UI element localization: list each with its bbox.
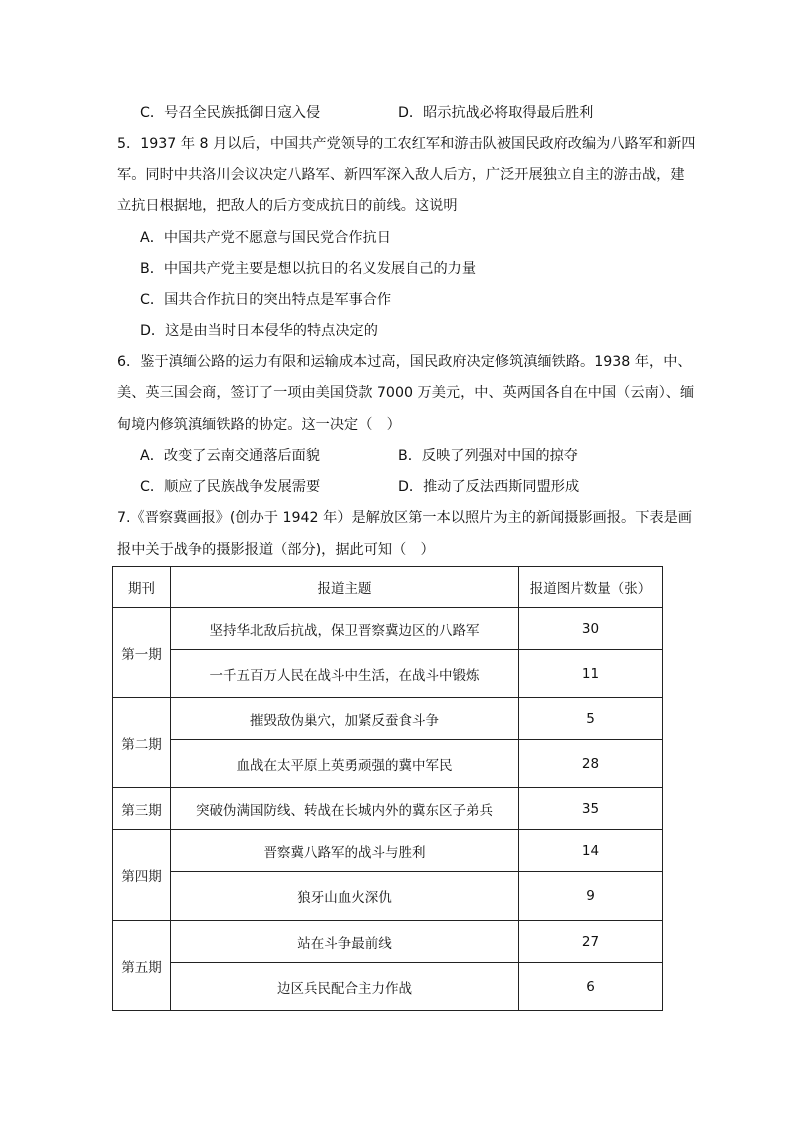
table-row — [113, 698, 663, 740]
count-cell: 6 — [519, 963, 663, 1011]
table-row — [113, 608, 663, 650]
count-cell: 14 — [519, 830, 663, 872]
q6-stem-line-2: 美、英三国会商，签订了一项由美国贷款 7000 万美元，中、英两国各自在中国（云南）、缅 — [117, 385, 695, 401]
topic-cell: 摧毁敌伪巢穴，加紧反蚕食斗争 — [171, 698, 519, 740]
topic-cell: 晋察冀八路军的战斗与胜利 — [171, 830, 519, 872]
topic-cell: 站在斗争最前线 — [171, 921, 519, 963]
count-cell: 30 — [519, 608, 663, 650]
table-row — [113, 963, 663, 1011]
table-row — [113, 921, 663, 963]
q6-option-c: C．顺应了民族战争发展需要 — [140, 479, 321, 495]
header-topic: 报道主题 — [171, 567, 519, 608]
table-row — [113, 788, 663, 830]
header-issue: 期刊 — [113, 567, 171, 608]
count-cell: 35 — [519, 788, 663, 830]
q6-option-b: B．反映了列强对中国的掠夺 — [398, 448, 578, 464]
issue-cell: 第一期 — [113, 608, 171, 698]
count-cell: 27 — [519, 921, 663, 963]
q5-option-c: C．国共合作抗日的突出特点是军事合作 — [140, 292, 392, 308]
q7-stem-line-2: 报中关于战争的摄影报道（部分)，据此可知（ ） — [117, 542, 435, 558]
topic-cell: 狼牙山血火深仇 — [171, 872, 519, 921]
table-row — [113, 872, 663, 921]
q6-stem-line-1: 6．鉴于滇缅公路的运力有限和运输成本过高，国民政府决定修筑滇缅铁路。1938 年，中、 — [117, 354, 692, 370]
q5-stem-line-1: 5．1937 年 8 月以后，中国共产党领导的工农红军和游击队被国民政府改编为八路军和新四 — [117, 136, 696, 152]
count-cell: 5 — [519, 698, 663, 740]
topic-cell: 血战在太平原上英勇顽强的冀中军民 — [171, 740, 519, 788]
header-count: 报道图片数量（张） — [519, 567, 663, 608]
q5-stem-line-3: 立抗日根据地，把敌人的后方变成抗日的前线。这说明 — [117, 198, 458, 214]
issue-cell: 第三期 — [113, 788, 171, 830]
q5-stem-line-2: 军。同时中共洛川会议决定八路军、新四军深入敌人后方，广泛开展独立自主的游击战，建 — [117, 167, 685, 183]
issue-cell: 第四期 — [113, 830, 171, 921]
q4-option-c: C．号召全民族抵御日寇入侵 — [140, 105, 321, 121]
table-row — [113, 740, 663, 788]
table-row — [113, 830, 663, 872]
photo-report-table — [112, 566, 663, 1011]
table-header-row — [113, 567, 663, 608]
q4-option-d: D．昭示抗战必将取得最后胜利 — [398, 105, 594, 121]
topic-cell: 边区兵民配合主力作战 — [171, 963, 519, 1011]
topic-cell: 一千五百万人民在战斗中生活，在战斗中锻炼 — [171, 650, 519, 698]
topic-cell: 坚持华北敌后抗战，保卫晋察冀边区的八路军 — [171, 608, 519, 650]
issue-cell: 第二期 — [113, 698, 171, 788]
q7-stem-line-1: 7.《晋察冀画报》(创办于 1942 年）是解放区第一本以照片为主的新闻摄影画报。下表是画 — [117, 510, 692, 526]
topic-cell: 突破伪满国防线、转战在长城内外的冀东区子弟兵 — [171, 788, 519, 830]
q6-option-a: A．改变了云南交通落后面貌 — [140, 448, 320, 464]
count-cell: 11 — [519, 650, 663, 698]
q5-option-a: A．中国共产党不愿意与国民党合作抗日 — [140, 230, 391, 246]
q5-option-b: B．中国共产党主要是想以抗日的名义发展自己的力量 — [140, 261, 477, 277]
count-cell: 9 — [519, 872, 663, 921]
count-cell: 28 — [519, 740, 663, 788]
table-row — [113, 650, 663, 698]
q5-option-d: D．这是由当时日本侵华的特点决定的 — [140, 323, 378, 339]
q6-stem-line-3: 甸境内修筑滇缅铁路的协定。这一决定（ ） — [117, 417, 401, 433]
q6-option-d: D．推动了反法西斯同盟形成 — [398, 479, 580, 495]
issue-cell: 第五期 — [113, 921, 171, 1011]
